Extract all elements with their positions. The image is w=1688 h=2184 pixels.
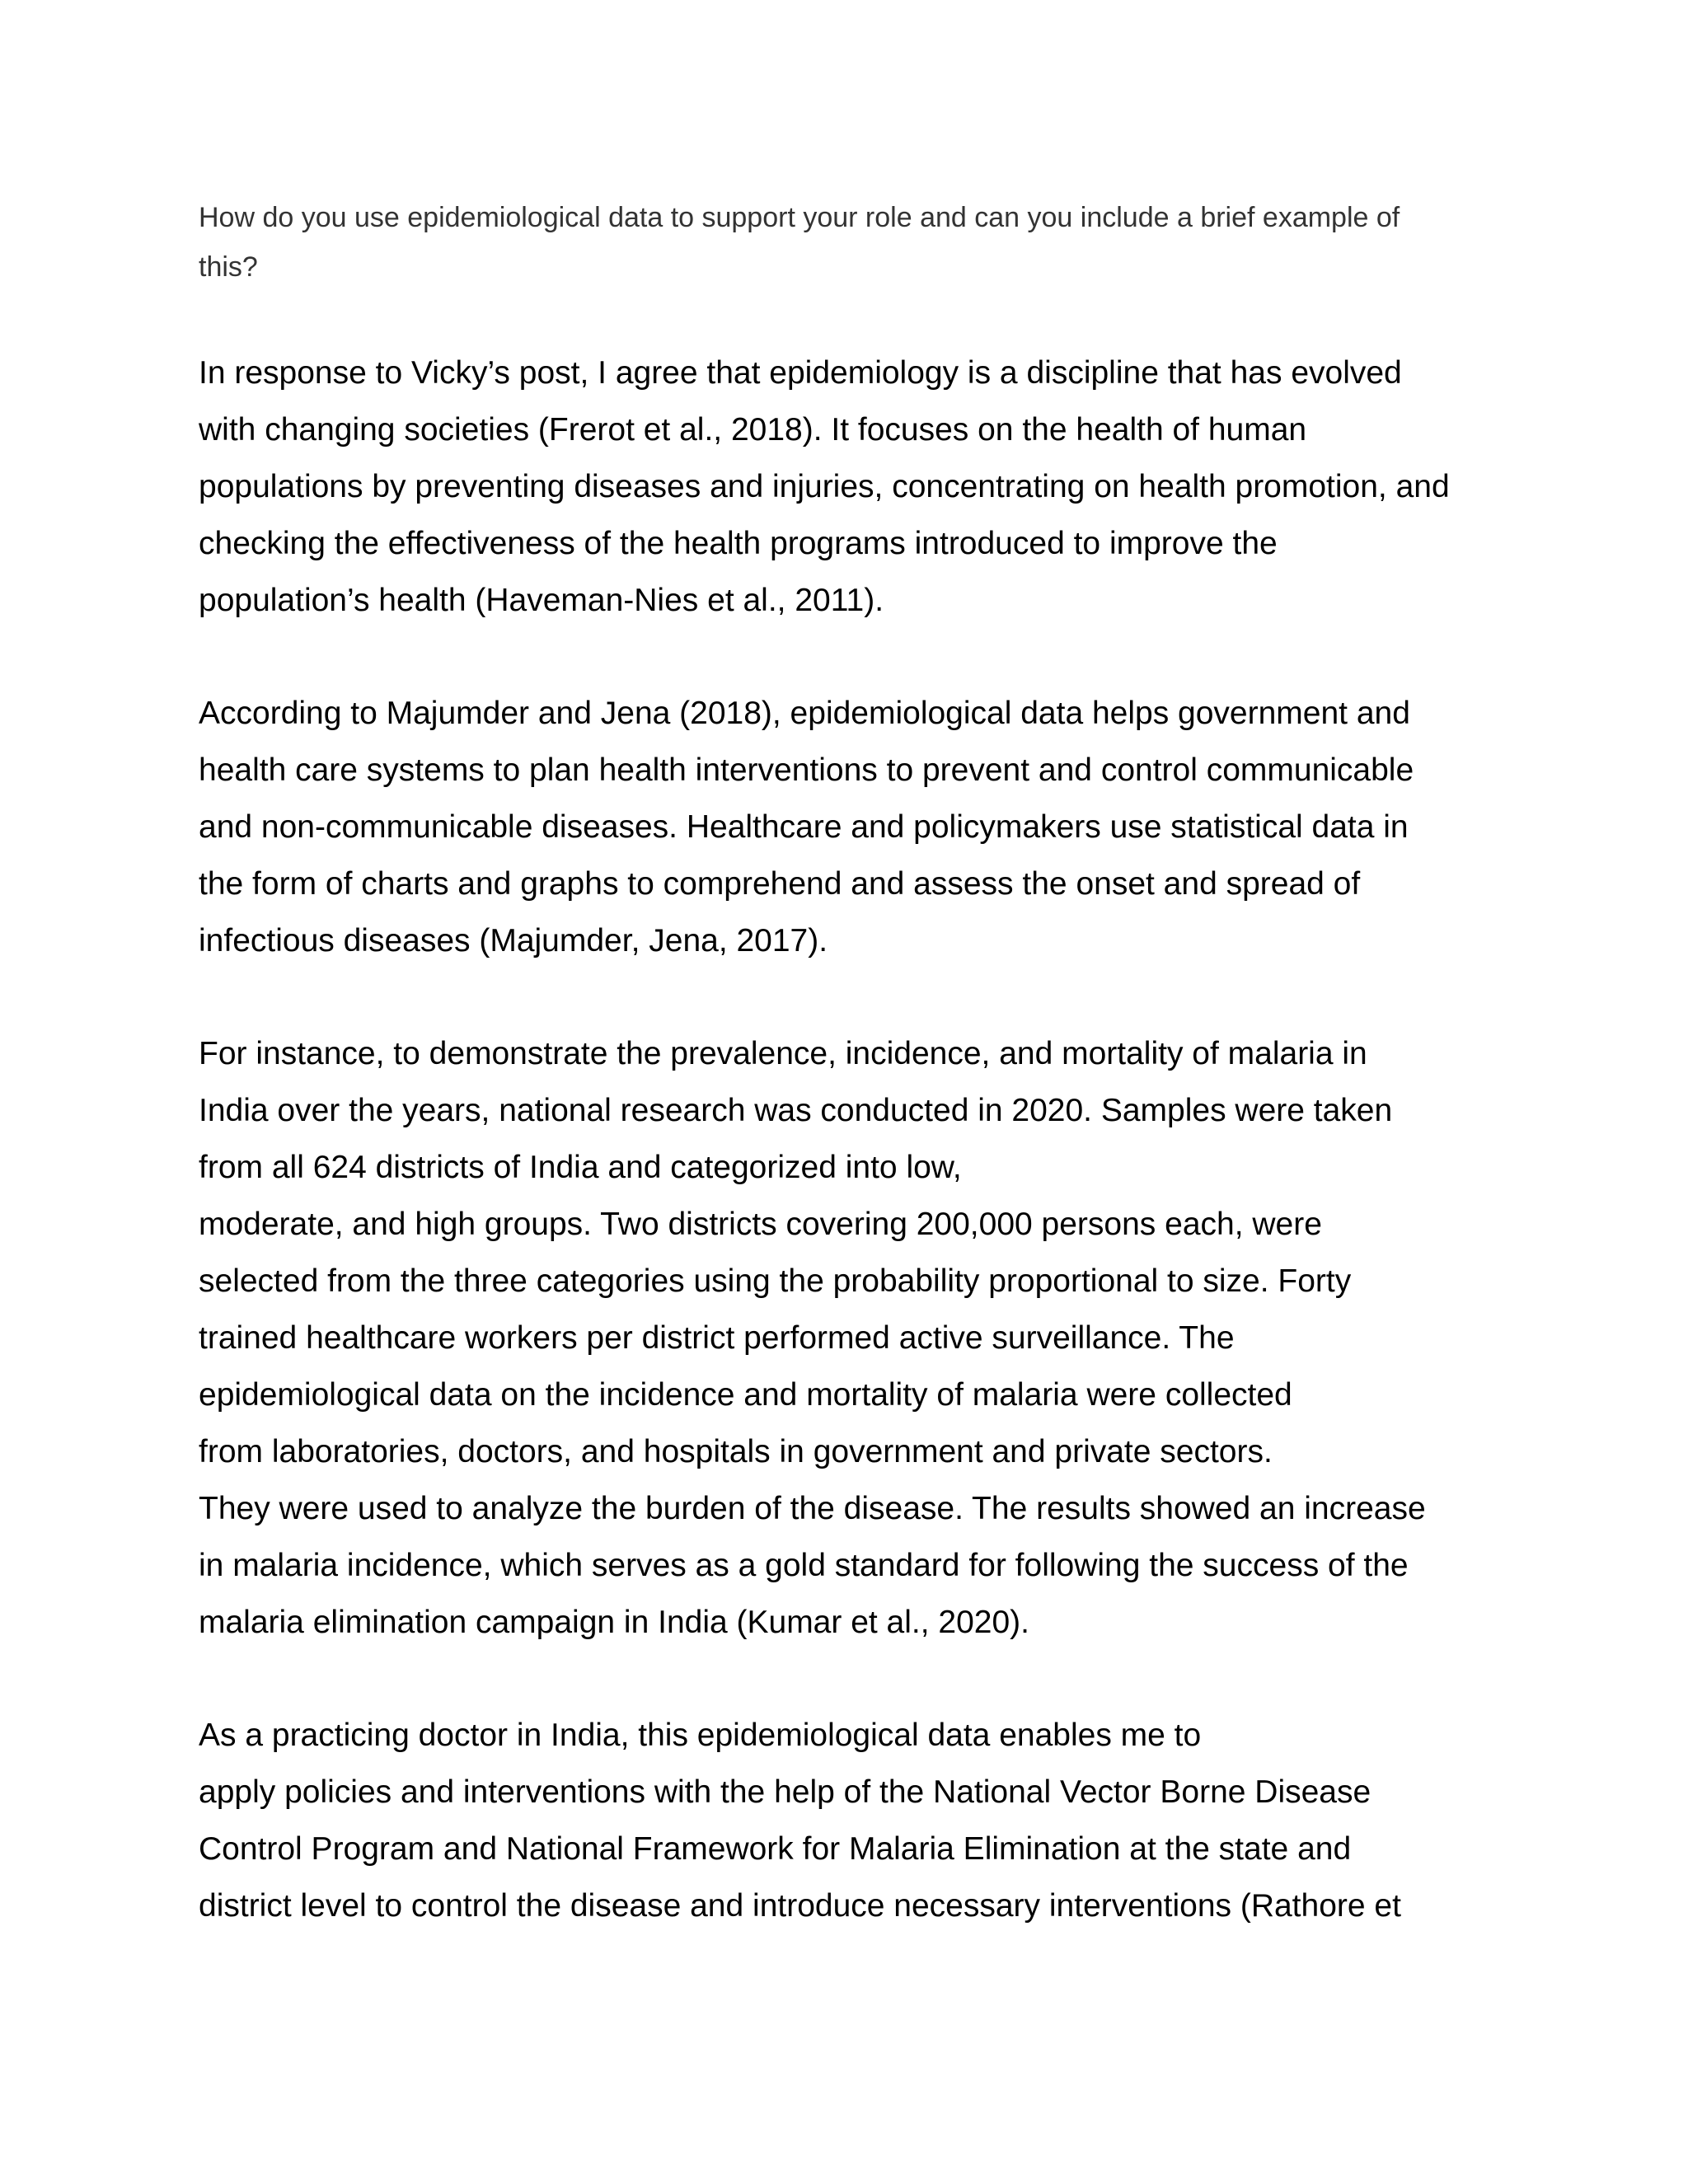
- question-heading: [199, 193, 1484, 292]
- text-line: populations by preventing diseases and injuries, concentrating on health promotion, and: [199, 469, 1450, 504]
- text-line: Control Program and National Framework for Malaria Elimination at the state and: [199, 1831, 1352, 1867]
- text-line: apply policies and interventions with the help of the National Vector Borne Disease: [199, 1774, 1372, 1810]
- text-line: malaria elimination campaign in India (Kumar et al., 2020).: [199, 1605, 1030, 1640]
- text-line: As a practicing doctor in India, this epidemiological data enables me to: [199, 1718, 1202, 1753]
- text-line: from laboratories, doctors, and hospitals in government and private sectors.: [199, 1434, 1273, 1469]
- text-line: In response to Vicky’s post, I agree that epidemiology is a discipline that has evolved: [199, 355, 1402, 391]
- text-line: in malaria incidence, which serves as a gold standard for following the success of the: [199, 1548, 1409, 1583]
- text-line: checking the effectiveness of the health programs introduced to improve the: [199, 526, 1278, 561]
- text-line: and non-communicable diseases. Healthcare and policymakers use statistical data in: [199, 809, 1409, 845]
- text-line: moderate, and high groups. Two districts covering 200,000 persons each, were: [199, 1207, 1322, 1242]
- text-line: According to Majumder and Jena (2018), epidemiological data helps government and: [199, 696, 1410, 731]
- text-line: health care systems to plan health interventions to prevent and control communicable: [199, 752, 1414, 788]
- text-line: selected from the three categories using the probability proportional to size. Forty: [199, 1263, 1352, 1299]
- question-line: How do you use epidemiological data to support your role and can you include a brief example of: [199, 202, 1400, 233]
- text-line: with changing societies (Frerot et al., 2018). It focuses on the health of human: [199, 412, 1307, 448]
- paragraph-intro: [199, 344, 1534, 629]
- question-line: this?: [199, 251, 258, 283]
- text-line: population’s health (Haveman-Nies et al., 2011).: [199, 583, 884, 618]
- text-line: infectious diseases (Majumder, Jena, 2017).: [199, 923, 828, 958]
- response-body: [199, 344, 1534, 1990]
- text-line: India over the years, national research was conducted in 2020. Samples were taken: [199, 1093, 1393, 1128]
- paragraph-epidemiological-data: [199, 685, 1534, 969]
- paragraph-malaria-example: [199, 1025, 1534, 1651]
- text-line: district level to control the disease and introduce necessary interventions (Rathore et: [199, 1888, 1401, 1924]
- text-line: epidemiological data on the incidence and mortality of malaria were collected: [199, 1377, 1292, 1413]
- paragraph-practice: [199, 1707, 1534, 1934]
- text-line: They were used to analyze the burden of the disease. The results showed an increase: [199, 1491, 1426, 1526]
- text-line: the form of charts and graphs to comprehend and assess the onset and spread of: [199, 866, 1361, 902]
- text-line: For instance, to demonstrate the prevalence, incidence, and mortality of malaria in: [199, 1036, 1367, 1071]
- text-line: trained healthcare workers per district performed active surveillance. The: [199, 1320, 1235, 1356]
- text-line: from all 624 districts of India and categorized into low,: [199, 1150, 962, 1185]
